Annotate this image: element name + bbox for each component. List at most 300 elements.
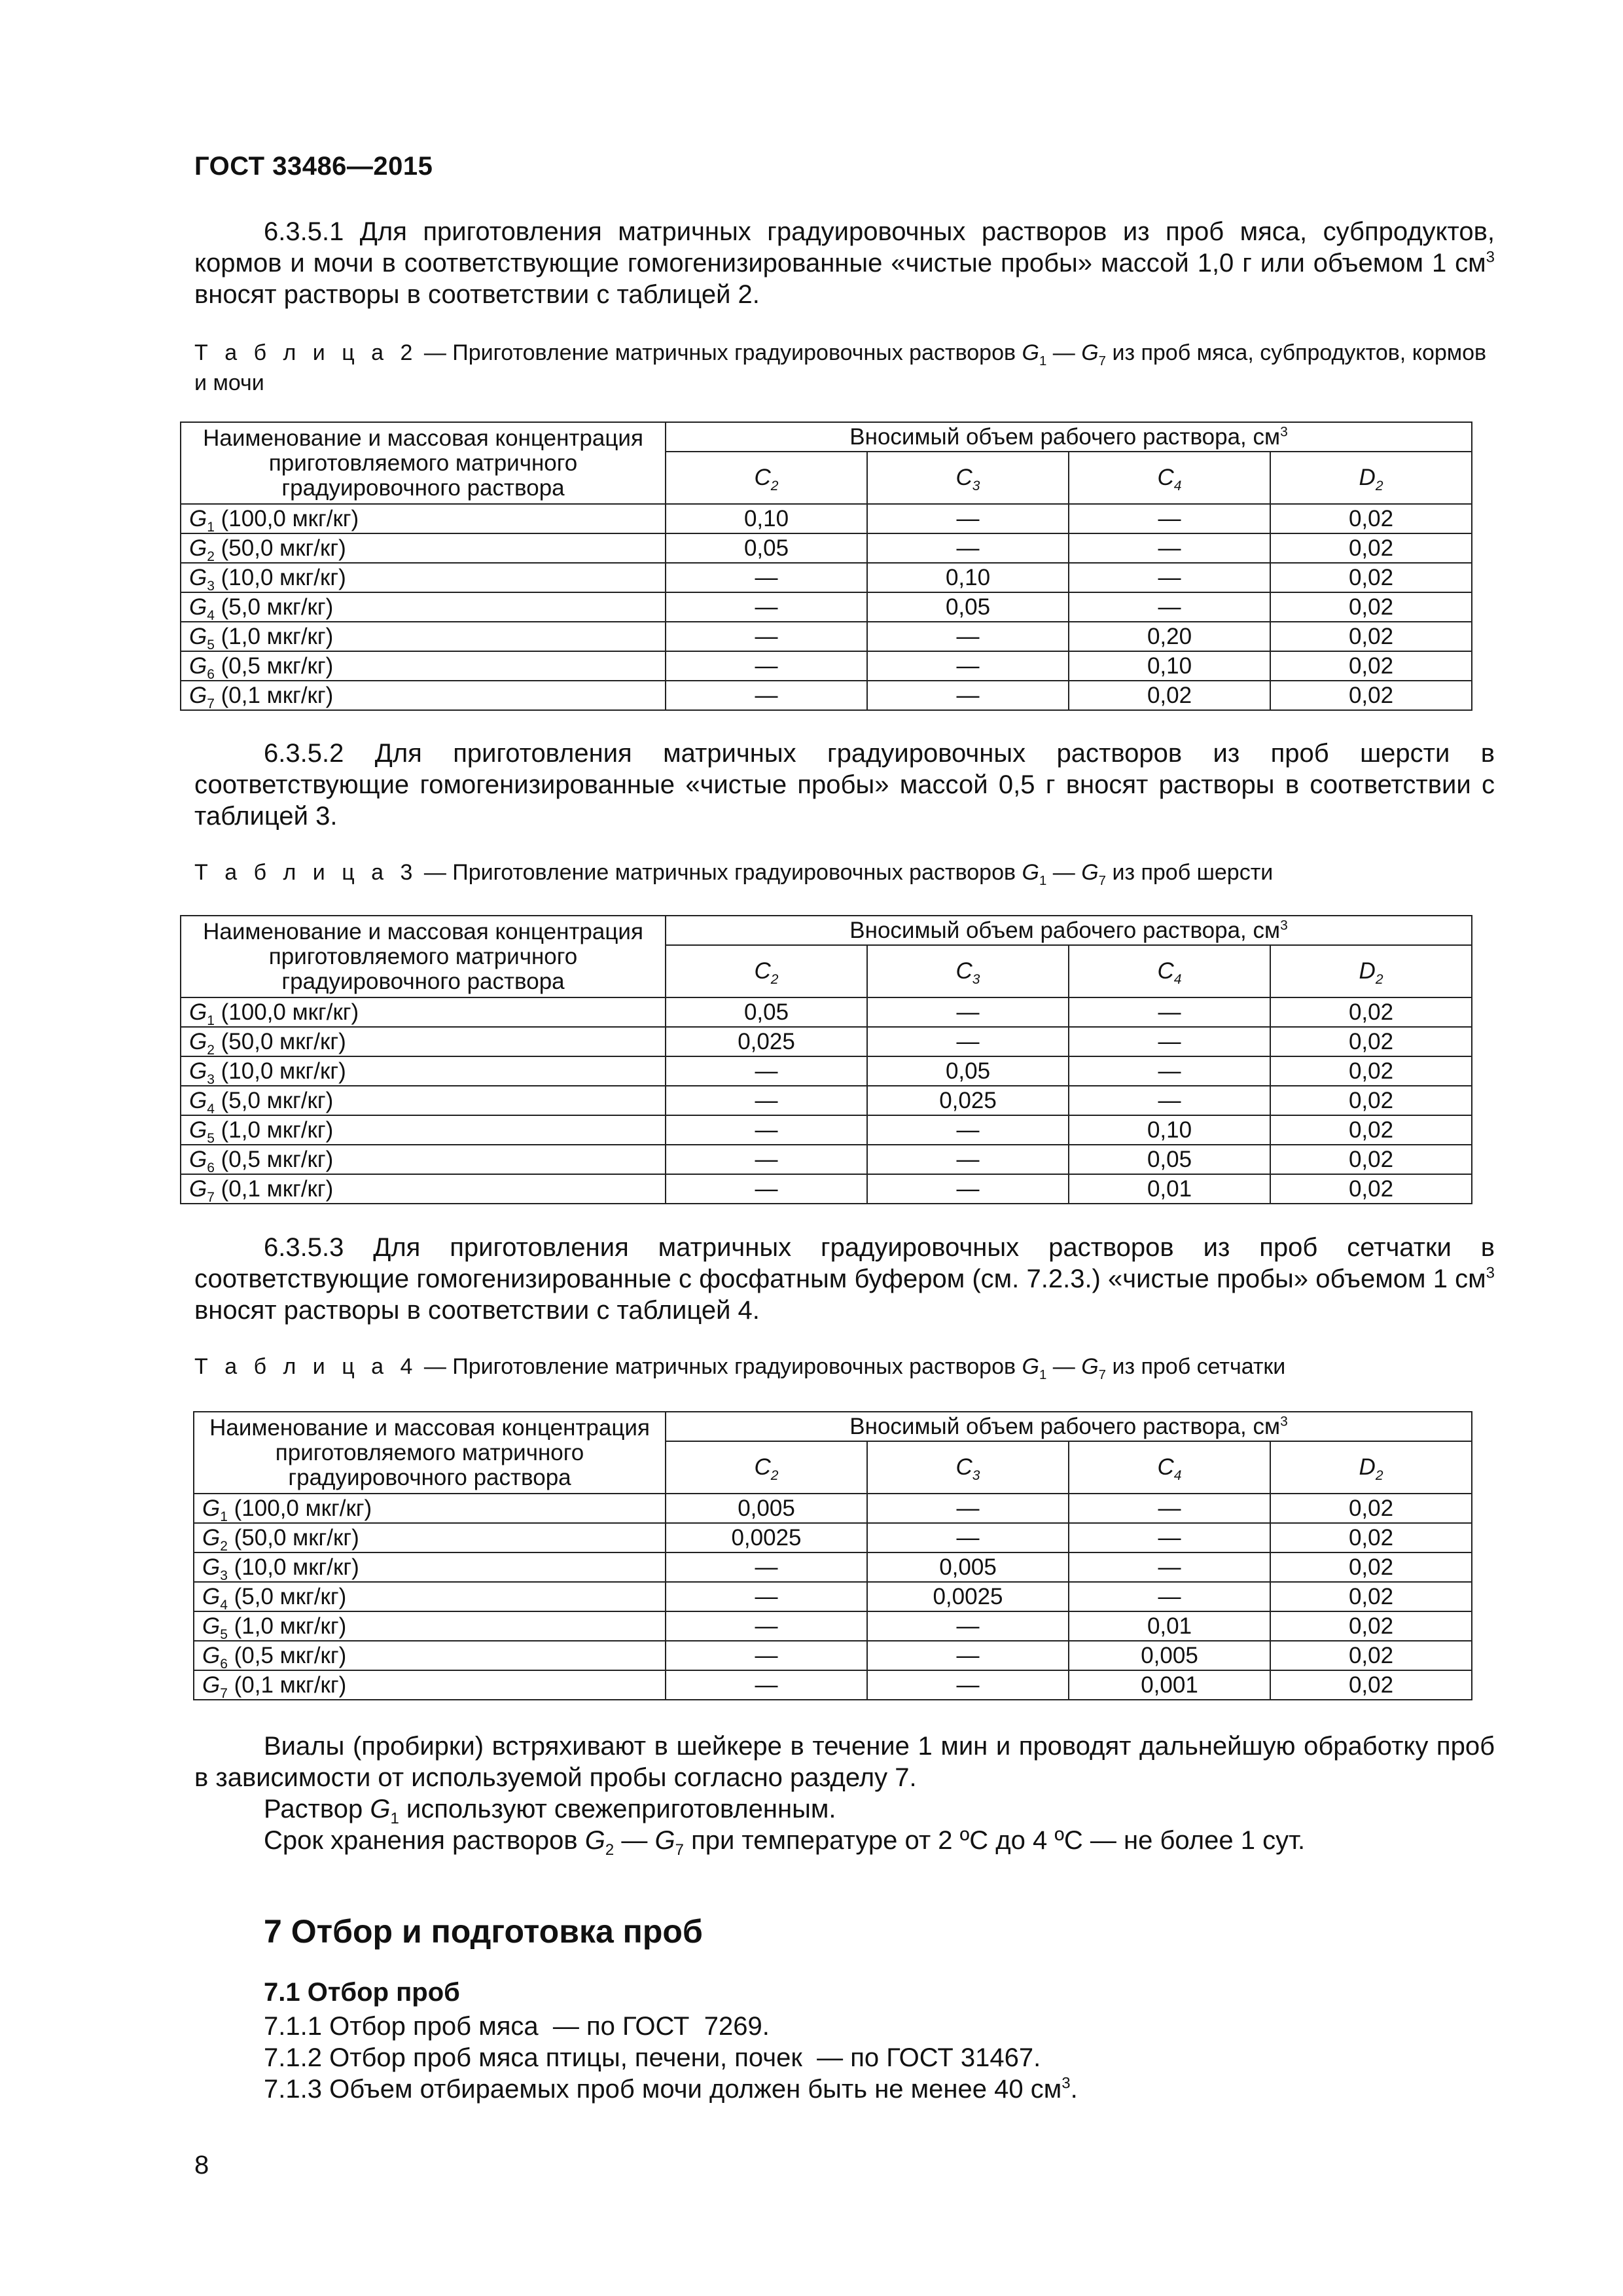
table-row — [181, 651, 1472, 681]
table-row — [181, 997, 1472, 1027]
caption-text: из проб сетчатки — [1106, 1354, 1286, 1379]
table-cell: 0,05 — [867, 592, 1069, 622]
section-heading-7: 7 Отбор и подготовка проб — [264, 1913, 703, 1950]
table-row — [194, 1670, 1472, 1700]
paragraph-text: Виалы (пробирки) встряхивают в шейкере в течение 1 мин и проводят дальнейшую обработку проб в зависимости от используемой пробы согласно разделу 7. — [194, 1732, 1495, 1792]
table-cell: 0,10 — [666, 504, 867, 533]
var-sub: 2 — [770, 1468, 779, 1483]
header-text: Вносимый объем рабочего раствора, см — [849, 423, 1281, 450]
table-cell: 0,005 — [666, 1494, 867, 1523]
table-4-caption — [194, 1352, 1495, 1382]
table-cell: 0,0025 — [867, 1582, 1069, 1611]
table-cell: — — [867, 1174, 1069, 1204]
superscript: 3 — [1061, 2074, 1071, 2092]
table-row — [194, 1552, 1472, 1582]
table-cell: 0,02 — [1270, 592, 1472, 622]
var-letter: C — [754, 1454, 771, 1480]
table-cell: — — [867, 533, 1069, 563]
row-name — [181, 1174, 666, 1204]
var-sub: 4 — [1173, 1468, 1182, 1483]
caption-var: G — [1081, 1354, 1099, 1379]
row-conc: (50,0 мкг/кг) — [214, 535, 346, 561]
table-cell: 0,02 — [1270, 1027, 1472, 1056]
paragraph-6-3-5-1 — [194, 216, 1495, 310]
row-sub: 7 — [207, 1189, 215, 1205]
paragraph-text: Срок хранения растворов — [264, 1826, 585, 1855]
page-number: 8 — [194, 2151, 209, 2179]
table-cell: — — [867, 1115, 1069, 1145]
column-header-name: Наименование и массовая концентрация приготовляемого матричного градуировочного раствора — [194, 1412, 666, 1494]
row-sub: 3 — [207, 578, 215, 594]
paragraph-solution-g1 — [264, 1793, 836, 1825]
row-name — [181, 1086, 666, 1115]
row-sub: 6 — [207, 666, 215, 682]
row-name — [181, 504, 666, 533]
var-sub: 3 — [972, 972, 980, 987]
table-cell: — — [1069, 533, 1270, 563]
var-sub: 1 — [390, 1810, 399, 1827]
row-conc: (0,5 мкг/кг) — [227, 1642, 347, 1668]
row-var: G — [189, 1175, 207, 1202]
table-cell: 0,02 — [1270, 1494, 1472, 1523]
table-cell: 0,0025 — [666, 1523, 867, 1552]
row-conc: (10,0 мкг/кг) — [214, 1058, 346, 1084]
var-letter: C — [754, 958, 771, 984]
document-header: ГОСТ 33486—2015 — [194, 152, 433, 181]
row-name — [181, 622, 666, 651]
var-sub: 2 — [770, 972, 779, 987]
row-conc: (1,0 мкг/кг) — [227, 1613, 347, 1639]
table-3 — [180, 915, 1472, 1204]
column-header-volume — [666, 916, 1472, 945]
row-name — [194, 1641, 666, 1670]
table-cell: 0,02 — [1270, 651, 1472, 681]
table-row — [181, 504, 1472, 533]
var-sub: 2 — [1375, 972, 1383, 987]
table-row — [181, 1056, 1472, 1086]
row-sub: 4 — [220, 1597, 228, 1613]
table-row — [181, 1174, 1472, 1204]
table-cell: 0,02 — [1270, 533, 1472, 563]
table-cell: — — [867, 1027, 1069, 1056]
table-cell: — — [867, 504, 1069, 533]
table-cell: — — [666, 1086, 867, 1115]
header-text: Вносимый объем рабочего раствора, см — [849, 1413, 1281, 1439]
row-name — [194, 1582, 666, 1611]
list-item: 7.1.1 Отбор проб мяса — по ГОСТ 7269. — [264, 2012, 770, 2041]
row-name — [181, 1027, 666, 1056]
column-header-d2 — [1270, 452, 1472, 504]
row-name — [181, 681, 666, 710]
table-cell: — — [867, 1611, 1069, 1641]
row-name — [194, 1670, 666, 1700]
table-cell: 0,10 — [1069, 651, 1270, 681]
caption-label: Т а б л и ц а 3 — [194, 860, 418, 885]
var-sub: 7 — [675, 1841, 684, 1859]
caption-var: G — [1081, 860, 1099, 885]
subsection-heading-7-1: 7.1 Отбор проб — [264, 1978, 460, 2007]
var-letter: G — [584, 1826, 605, 1855]
row-sub: 4 — [207, 1101, 215, 1117]
list-item-text: 7.1.3 Объем отбираемых проб мочи должен быть не менее 40 см — [264, 2075, 1062, 2104]
row-sub: 3 — [207, 1071, 215, 1087]
var-sub: 2 — [605, 1841, 615, 1859]
column-header-c3 — [867, 945, 1069, 997]
table-cell: — — [666, 563, 867, 592]
table-2 — [180, 422, 1472, 711]
table-cell: 0,05 — [867, 1056, 1069, 1086]
table-cell: — — [1069, 1582, 1270, 1611]
row-sub: 1 — [220, 1509, 228, 1524]
row-var: G — [202, 1642, 221, 1668]
table-cell: — — [666, 592, 867, 622]
table-cell: — — [666, 1641, 867, 1670]
row-sub: 5 — [207, 1130, 215, 1146]
table-cell: — — [1069, 1523, 1270, 1552]
row-var: G — [189, 682, 207, 708]
table-row — [194, 1582, 1472, 1611]
paragraph-text: 6.3.5.2 Для приготовления матричных градуировочных растворов из проб шерсти в соответствующие гомогенизированные «чистые пробы» массой 0,5 г вносят растворы в соответствии с таблицей 3. — [194, 739, 1495, 831]
row-sub: 6 — [207, 1160, 215, 1175]
var-sub: 3 — [972, 478, 980, 493]
caption-var: G — [1022, 340, 1039, 365]
table-cell: — — [666, 1174, 867, 1204]
row-name — [181, 592, 666, 622]
paragraph-text: используют свежеприготовленным. — [399, 1795, 836, 1823]
superscript: 3 — [1280, 423, 1288, 439]
column-header-c4 — [1069, 945, 1270, 997]
row-var: G — [189, 1028, 207, 1054]
row-conc: (0,1 мкг/кг) — [214, 1175, 334, 1202]
table-4 — [193, 1411, 1472, 1700]
table-cell: — — [1069, 1086, 1270, 1115]
row-name — [181, 1056, 666, 1086]
caption-sub: 7 — [1098, 873, 1106, 888]
table-cell: 0,02 — [1270, 1582, 1472, 1611]
table-cell: 0,02 — [1270, 997, 1472, 1027]
row-conc: (0,5 мкг/кг) — [214, 653, 334, 679]
caption-var: G — [1022, 1354, 1039, 1379]
row-sub: 5 — [207, 637, 215, 653]
table-cell: 0,02 — [1270, 1611, 1472, 1641]
list-item — [264, 2073, 1078, 2105]
table-cell: 0,01 — [1069, 1174, 1270, 1204]
row-var: G — [189, 505, 207, 531]
row-sub: 2 — [220, 1538, 228, 1554]
row-conc: (0,5 мкг/кг) — [214, 1146, 334, 1172]
table-cell: — — [1069, 1027, 1270, 1056]
table-cell: 0,001 — [1069, 1670, 1270, 1700]
row-sub: 4 — [207, 607, 215, 623]
var-sub: 4 — [1173, 972, 1182, 987]
table-row — [181, 1027, 1472, 1056]
row-var: G — [189, 1058, 207, 1084]
table-cell: — — [1069, 997, 1270, 1027]
table-cell: — — [666, 1611, 867, 1641]
column-header-c2 — [666, 1441, 867, 1494]
table-cell: 0,02 — [1270, 1552, 1472, 1582]
row-sub: 6 — [220, 1656, 228, 1672]
row-conc: (100,0 мкг/кг) — [227, 1495, 372, 1521]
row-sub: 2 — [207, 548, 215, 564]
paragraph-dash: — — [614, 1826, 655, 1855]
table-cell: — — [666, 1115, 867, 1145]
row-conc: (5,0 мкг/кг) — [214, 1087, 334, 1113]
column-header-c2 — [666, 945, 867, 997]
caption-dash: — — [1046, 1354, 1082, 1379]
paragraph-text: Раствор — [264, 1795, 370, 1823]
column-header-c4 — [1069, 1441, 1270, 1494]
caption-label: Т а б л и ц а 2 — [194, 340, 418, 365]
column-header-volume — [666, 1412, 1472, 1441]
table-cell: 0,02 — [1270, 1145, 1472, 1174]
column-header-name: Наименование и массовая концентрация приготовляемого матричного градуировочного раствора — [181, 916, 666, 997]
paragraph-6-3-5-2 — [194, 738, 1495, 832]
column-header-c3 — [867, 1441, 1069, 1494]
table-cell: 0,02 — [1270, 622, 1472, 651]
column-header-volume — [666, 422, 1472, 452]
row-conc: (5,0 мкг/кг) — [227, 1583, 347, 1609]
table-cell: — — [666, 651, 867, 681]
table-cell: 0,02 — [1270, 1670, 1472, 1700]
caption-text: из проб шерсти — [1106, 860, 1274, 885]
var-sub: 4 — [1173, 478, 1182, 493]
var-sub: 2 — [1375, 1468, 1383, 1483]
table-cell: — — [1069, 1056, 1270, 1086]
row-name — [194, 1494, 666, 1523]
row-var: G — [189, 623, 207, 649]
superscript: 3 — [1280, 917, 1288, 933]
table-row — [181, 533, 1472, 563]
row-var: G — [202, 1583, 221, 1609]
table-row — [181, 1115, 1472, 1145]
var-letter: G — [370, 1795, 391, 1823]
row-var: G — [189, 1087, 207, 1113]
table-cell: — — [867, 1670, 1069, 1700]
caption-dash: — — [1046, 860, 1082, 885]
caption-sub: 1 — [1039, 353, 1047, 368]
caption-var: G — [1081, 340, 1099, 365]
table-cell: 0,10 — [1069, 1115, 1270, 1145]
row-var: G — [202, 1554, 221, 1580]
table-row — [194, 1523, 1472, 1552]
row-conc: (1,0 мкг/кг) — [214, 623, 334, 649]
table-cell: 0,025 — [867, 1086, 1069, 1115]
var-letter: C — [1157, 1454, 1174, 1480]
row-sub: 3 — [220, 1568, 228, 1583]
row-var: G — [189, 999, 207, 1025]
row-conc: (100,0 мкг/кг) — [214, 999, 359, 1025]
table-cell: — — [1069, 1552, 1270, 1582]
caption-text: — Приготовление матричных градуировочных растворов — [418, 860, 1022, 885]
row-name — [181, 1115, 666, 1145]
table-cell: 0,025 — [666, 1027, 867, 1056]
table-row — [181, 563, 1472, 592]
table-cell: — — [867, 622, 1069, 651]
var-letter: D — [1359, 1454, 1376, 1480]
table-cell: — — [867, 1145, 1069, 1174]
row-sub: 5 — [220, 1626, 228, 1642]
table-cell: 0,005 — [1069, 1641, 1270, 1670]
caption-text: из проб мяса, субпродуктов, кормов и мочи — [194, 340, 1487, 395]
column-header-name: Наименование и массовая концентрация приготовляемого матричного градуировочного раствора — [181, 422, 666, 504]
row-var: G — [189, 1117, 207, 1143]
paragraph-vials — [194, 1731, 1495, 1793]
table-cell: — — [867, 997, 1069, 1027]
var-letter: C — [955, 958, 972, 984]
table-row — [181, 622, 1472, 651]
table-cell: — — [867, 651, 1069, 681]
table-cell: 0,02 — [1270, 1174, 1472, 1204]
row-name — [181, 563, 666, 592]
table-cell: — — [867, 1494, 1069, 1523]
row-name — [181, 997, 666, 1027]
row-name — [194, 1523, 666, 1552]
header-text: Вносимый объем рабочего раствора, см — [849, 917, 1281, 943]
table-cell: 0,02 — [1270, 1115, 1472, 1145]
row-name — [181, 651, 666, 681]
table-cell: 0,20 — [1069, 622, 1270, 651]
row-var: G — [189, 653, 207, 679]
row-sub: 7 — [220, 1685, 228, 1701]
var-letter: G — [654, 1826, 675, 1855]
caption-sub: 1 — [1039, 873, 1047, 888]
row-conc: (5,0 мкг/кг) — [214, 594, 334, 620]
table-cell: — — [666, 1552, 867, 1582]
paragraph-storage — [264, 1825, 1306, 1859]
row-var: G — [189, 1146, 207, 1172]
superscript: 3 — [1280, 1413, 1288, 1429]
paragraph-6-3-5-3 — [194, 1232, 1495, 1326]
table-cell: 0,02 — [1270, 1086, 1472, 1115]
caption-var: G — [1022, 860, 1039, 885]
table-cell: 0,02 — [1270, 681, 1472, 710]
table-cell: — — [867, 681, 1069, 710]
row-var: G — [189, 535, 207, 561]
caption-dash: — — [1046, 340, 1082, 365]
table-cell: 0,02 — [1270, 504, 1472, 533]
var-sub: 3 — [972, 1468, 980, 1483]
table-cell: 0,10 — [867, 563, 1069, 592]
row-name — [181, 1145, 666, 1174]
table-cell: — — [666, 1056, 867, 1086]
table-cell: 0,05 — [666, 533, 867, 563]
row-conc: (10,0 мкг/кг) — [214, 564, 346, 590]
table-2-caption — [194, 338, 1495, 398]
row-var: G — [202, 1672, 221, 1698]
var-letter: D — [1359, 465, 1376, 490]
row-conc: (1,0 мкг/кг) — [214, 1117, 334, 1143]
paragraph-text: 6.3.5.3 Для приготовления матричных градуировочных растворов из проб сетчатки в соответствующие гомогенизированные с фосфатным буфером (см. 7.2.3.) «чистые пробы» объемом 1 см — [194, 1233, 1495, 1293]
table-row — [181, 681, 1472, 710]
table-cell: — — [666, 622, 867, 651]
caption-label: Т а б л и ц а 4 — [194, 1354, 418, 1379]
table-cell: — — [666, 681, 867, 710]
table-cell: — — [867, 1641, 1069, 1670]
table-cell: 0,02 — [1270, 563, 1472, 592]
row-var: G — [202, 1524, 221, 1551]
column-header-d2 — [1270, 945, 1472, 997]
row-sub: 1 — [207, 519, 215, 535]
row-sub: 2 — [207, 1042, 215, 1058]
table-row — [194, 1611, 1472, 1641]
table-cell: 0,05 — [666, 997, 867, 1027]
superscript: 3 — [1486, 1264, 1495, 1282]
var-letter: C — [955, 465, 972, 490]
table-cell: — — [1069, 1494, 1270, 1523]
caption-sub: 1 — [1039, 1367, 1047, 1382]
table-row — [181, 1145, 1472, 1174]
table-cell: — — [867, 1523, 1069, 1552]
table-row — [194, 1494, 1472, 1523]
superscript: 3 — [1486, 248, 1495, 266]
caption-text: — Приготовление матричных градуировочных растворов — [418, 1354, 1022, 1379]
row-var: G — [189, 564, 207, 590]
row-var: G — [189, 594, 207, 620]
column-header-c2 — [666, 452, 867, 504]
row-conc: (100,0 мкг/кг) — [214, 505, 359, 531]
row-name — [194, 1611, 666, 1641]
table-cell: 0,005 — [867, 1552, 1069, 1582]
table-row — [181, 1086, 1472, 1115]
caption-sub: 7 — [1098, 353, 1106, 368]
table-cell: 0,02 — [1270, 1641, 1472, 1670]
table-row — [194, 1641, 1472, 1670]
var-sub: 2 — [770, 478, 779, 493]
table-cell: 0,02 — [1270, 1523, 1472, 1552]
row-sub: 1 — [207, 1013, 215, 1028]
table-cell: 0,01 — [1069, 1611, 1270, 1641]
table-row — [181, 592, 1472, 622]
table-cell: — — [666, 1670, 867, 1700]
var-letter: C — [1157, 465, 1174, 490]
row-name — [181, 533, 666, 563]
table-3-caption — [194, 857, 1495, 888]
row-conc: (0,1 мкг/кг) — [227, 1672, 347, 1698]
table-cell: — — [1069, 504, 1270, 533]
row-name — [194, 1552, 666, 1582]
column-header-c3 — [867, 452, 1069, 504]
table-cell: 0,02 — [1270, 1056, 1472, 1086]
var-sub: 2 — [1375, 478, 1383, 493]
var-letter: C — [1157, 958, 1174, 984]
paragraph-text: при температуре от 2 ºС до 4 ºС — не более 1 сут. — [683, 1826, 1306, 1855]
paragraph-text: 6.3.5.1 Для приготовления матричных градуировочных растворов из проб мяса, субпродуктов, кормов и мочи в соответствующие гомогенизированные «чистые пробы» массой 1,0 г или объемом 1 см — [194, 217, 1495, 278]
column-header-c4 — [1069, 452, 1270, 504]
caption-text: — Приготовление матричных градуировочных растворов — [418, 340, 1022, 365]
table-cell: — — [666, 1145, 867, 1174]
column-header-d2 — [1270, 1441, 1472, 1494]
table-cell: 0,05 — [1069, 1145, 1270, 1174]
row-conc: (10,0 мкг/кг) — [227, 1554, 359, 1580]
row-conc: (50,0 мкг/кг) — [227, 1524, 359, 1551]
table-cell: — — [666, 1582, 867, 1611]
paragraph-text: вносят растворы в соответствии с таблицей 2. — [194, 280, 760, 309]
var-letter: D — [1359, 958, 1376, 984]
list-item-text: . — [1070, 2075, 1078, 2104]
paragraph-text: вносят растворы в соответствии с таблицей 4. — [194, 1296, 760, 1325]
row-conc: (50,0 мкг/кг) — [214, 1028, 346, 1054]
table-cell: — — [1069, 563, 1270, 592]
var-letter: C — [754, 465, 771, 490]
row-sub: 7 — [207, 696, 215, 711]
list-item: 7.1.2 Отбор проб мяса птицы, печени, почек — по ГОСТ 31467. — [264, 2043, 1041, 2072]
table-cell: 0,02 — [1069, 681, 1270, 710]
row-var: G — [202, 1613, 221, 1639]
table-cell: — — [1069, 592, 1270, 622]
row-var: G — [202, 1495, 221, 1521]
row-conc: (0,1 мкг/кг) — [214, 682, 334, 708]
